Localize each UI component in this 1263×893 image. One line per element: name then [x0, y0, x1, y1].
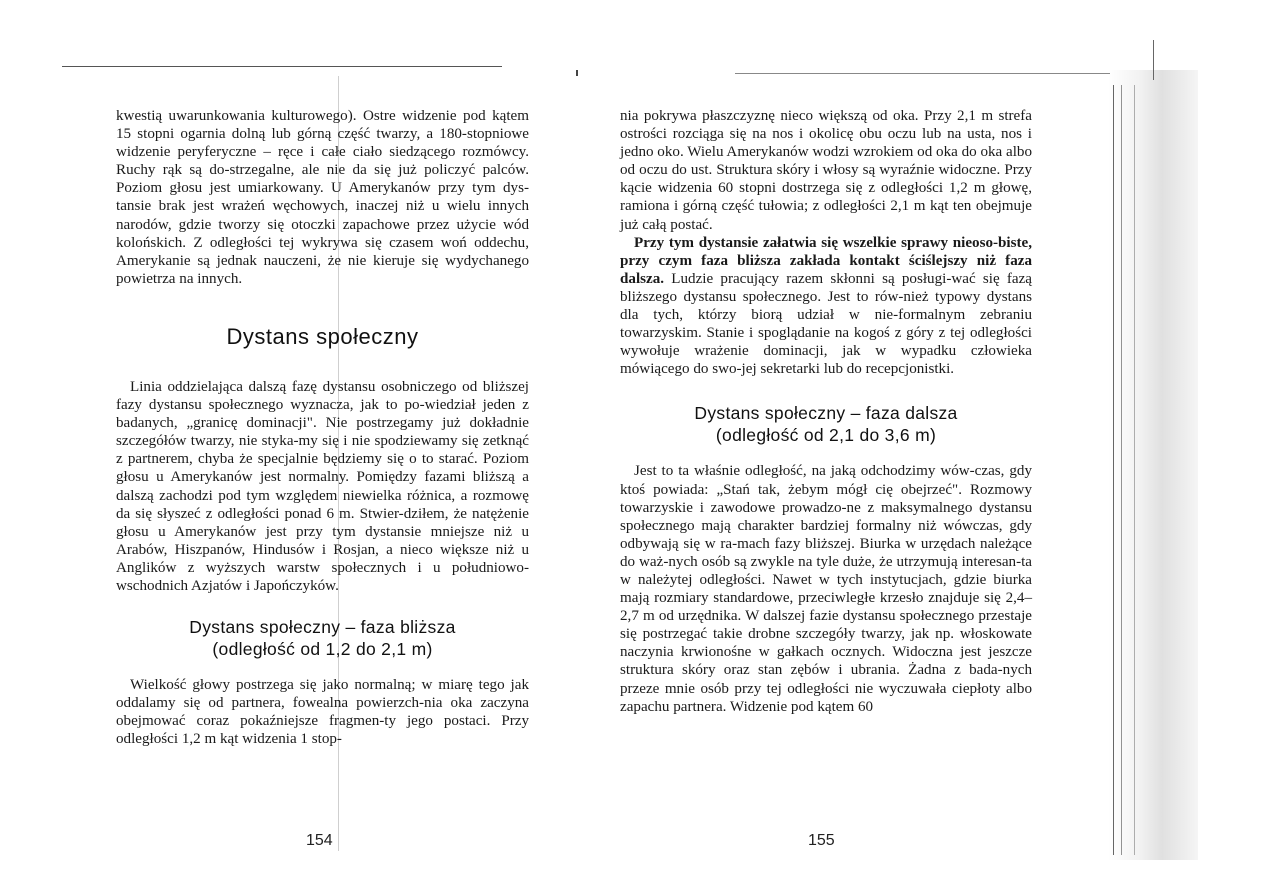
subheading-near-phase	[116, 616, 529, 660]
left-page-text	[116, 107, 529, 748]
subheading-far-title: Dystans społeczny – faza dalsza	[694, 403, 958, 424]
book-edge-line	[1121, 85, 1122, 855]
book-edge-line	[1153, 40, 1154, 80]
page-number-left: 154	[306, 832, 333, 849]
paragraph-far-phase: Jest to ta właśnie odległość, na jaką odchodzimy wów-czas, gdy ktoś powiada: „Stań tak, żebym mógł cię obejrzeć". Rozmowy towarzyskie i zawodowe prowadzo-ne z maksymalnego dystansu społecznego mają charakter bardziej formalny niż wówczas, gdy odbywają się w ra-mach fazy bliższej. Biurka w urzędach należące do waż-nych osób są zwykle na tyle duże, że utrzymują interesan-ta w należytej odległości. Nawet w tych instytucjach, gdzie biurka mają rozmiary standardowe, przeciwległe krzesło znajduje się 2,4–2,7 m od urzędnika. W dalszej fazie dystansu społecznego przestaje się postrzegać takie drobne szczegóły twarzy, jak np. włoskowate naczynia krwionośne w gałkach ocznych. Widoczna jest jeszcze struktura skóry oraz stan zębów i ubrania. Żadna z bada-nych przeze mnie osób przy tej odległości nie wyczuwała ciepłoty albo zapachu partnera. Widzenie pod kątem 60	[620, 463, 1032, 715]
paragraph-impersonal-rest: Ludzie pracujący razem skłonni są posługi-wać się fazą bliższego dystansu społecznego. Jest to rów-nież typowy dystans dla tych, którzy biorą udział w nie-formalnym zebraniu towarzyskim. Stanie i spoglądanie na kogoś z góry z tej odległości wywołuje wrażenie dominacji, jak w wypadku człowieka mówiącego do swo-jej sekretarki lub do recepcjonistki.	[620, 270, 1032, 378]
page-number-right: 155	[808, 832, 835, 849]
subheading-far-range: (odległość od 2,1 do 3,6 m)	[715, 425, 937, 446]
paragraph-near-phase: Wielkość głowy postrzega się jako normalną; w miarę tego jak oddalamy się od partnera, fowealna powierzch-nia oka zaczyna obejmować coraz pokaźniejsze fragmen-ty jego postaci. Przy odległości 1,2 m kąt widzenia 1 stop-	[116, 677, 529, 748]
paragraph-social-distance: Linia oddzielająca dalszą fazę dystansu osobniczego od bliższej fazy dystansu społecznego wyznacza, jak to po-wiedział jeden z badanych, „granicę dominacji". Nie postrzegamy już dokładnie szczegółów twarzy, nie styka-my się i nie spodziewamy się zetknąć z partnerem, chyba że specjalnie będziemy się o to starać. Poziom głosu u Amerykanów jest normalny. Pomiędzy fazami bliższą a dalszą zachodzi pod tym względem niewielka różnica, a rozmowę da się słyszeć z odległości ponad 6 m. Stwier-dziłem, że natężenie głosu u Amerykanów jest przy tym dystansie mniejsze niż u Arabów, Hiszpanów, Hindusów i Rosjan, a nieco większe niż u Anglików z wyższych warstw społecznych i u południowo-wschodnich Azjatów i Japończyków.	[116, 378, 529, 594]
section-heading-social-distance: Dystans społeczny	[226, 323, 419, 349]
top-rule-right	[735, 73, 1110, 74]
subheading-near-title: Dystans społeczny – faza bliższa	[189, 617, 456, 638]
right-page	[620, 107, 1032, 716]
paragraph-continued: nia pokrywa płaszczyznę nieco większą od oka. Przy 2,1 m strefa ostrości rozciąga się na nos i okolicę obu oczu lub na usta, nos i jedno oko. Wielu Amerykanów wodzi wzrokiem od oka do oka albo od oczu do ust. Struktura skóry i włosy są wyraźnie widoczne. Przy kącie widzenia 60 stopni dostrzega się z odległości 1,2 m głowę, ramiona i górną część tułowia; z odległości 2,1 m kąt ten obejmuje już całą postać.	[620, 108, 1033, 233]
bold-statement: Przy tym dystansie załatwia się wszelkie sprawy nieoso-biste, przy czym faza bliższa zakłada kontakt ściślejszy niż faza dalsza.	[620, 234, 1032, 287]
paragraph-cultural: kwestią uwarunkowania kulturowego). Ostre widzenie pod kątem 15 stopni ogarnia dolną lub górną część twarzy, a 180-stopniowe widzenie peryferyczne – ręce i całe ciało siedzącego rozmówcy. Ruchy rąk są do-strzegalne, ale nie da się już policzyć palców. Poziom głosu jest umiarkowany. U Amerykanów przy tym dys-tansie brak jest wrażeń węchowych, inaczej niż u wielu innych narodów, gdzie tworzy się otoczki zapachowe przez użycie wód kolońskich. Z odległości tej wykrywa się czasem woń oddechu, Amerykanie są jednak nauczeni, że nie kieruje się wydychanego powietrza na innych.	[116, 108, 529, 287]
left-page	[116, 107, 529, 748]
paragraph-impersonal-business	[620, 234, 1032, 379]
book-edge-line	[1134, 85, 1135, 855]
right-page-text	[620, 107, 1032, 716]
top-rule-left	[62, 66, 502, 67]
book-edge-line	[1113, 85, 1114, 855]
scan-mark	[576, 70, 578, 76]
subheading-near-range: (odległość od 1,2 do 2,1 m)	[212, 639, 433, 660]
subheading-far-phase	[620, 402, 1032, 446]
